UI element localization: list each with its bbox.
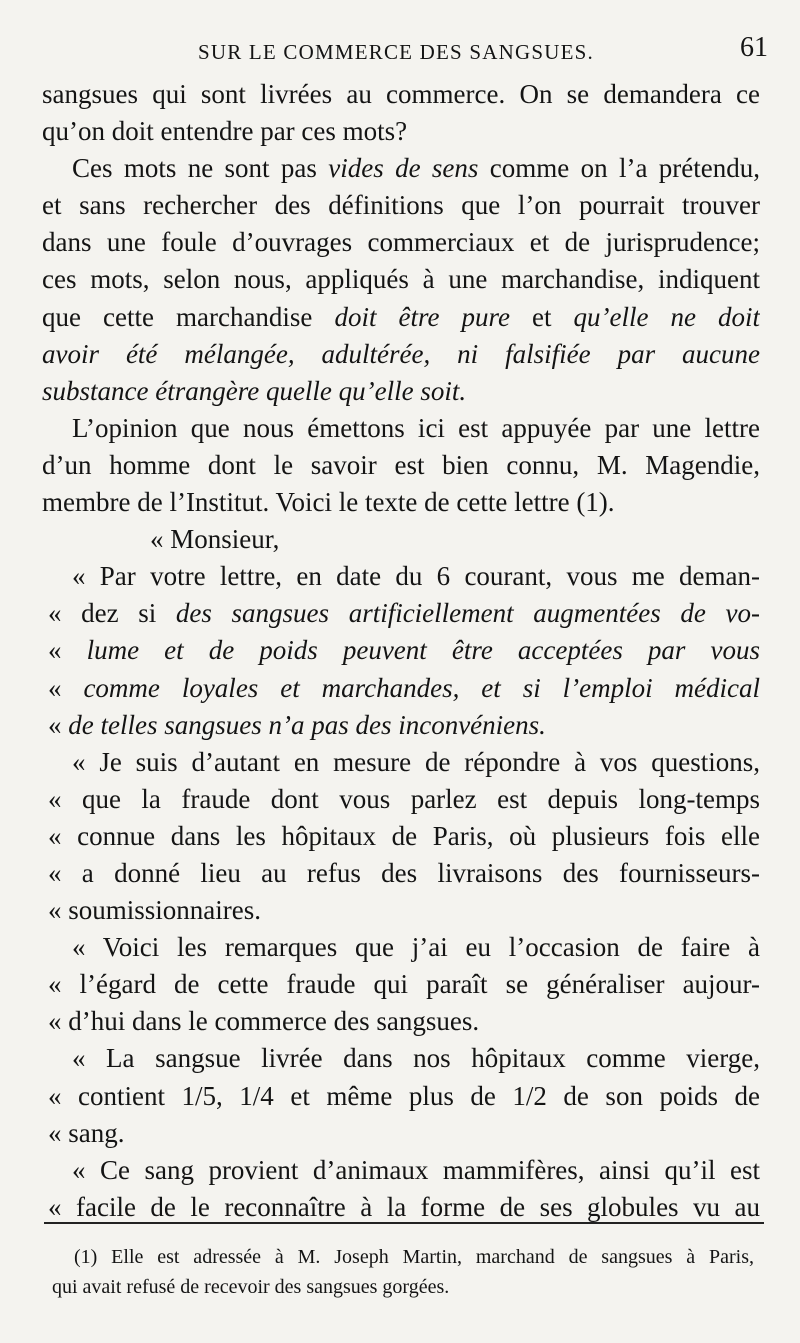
text-span: et <box>509 301 574 332</box>
text-line <box>42 299 760 336</box>
text-span: Ces mots ne sont pas <box>72 153 329 184</box>
text-line: « d’hui dans le commerce des sangsues. <box>48 1006 480 1037</box>
italic-span: qu’elle ne doit <box>573 301 760 332</box>
running-title: SUR LE COMMERCE DES SANGSUES. <box>198 40 594 64</box>
text-line: « Par votre lettre, en date du 6 courant, vous me deman- <box>72 561 760 592</box>
text-line: L’opinion que nous émettons ici est appuyée par une lettre <box>72 412 760 443</box>
text-span: « dez si <box>48 598 176 629</box>
text-line: « a donné lieu au refus des livraisons des fournisseurs- <box>48 857 760 888</box>
text-line: et sans rechercher des définitions que l’on pourrait trouver <box>42 190 760 221</box>
italic-span: de telles sangsues n’a pas des inconvéniens. <box>68 709 546 740</box>
italic-span: des sangsues artificiellement augmentées de vo- <box>175 598 760 629</box>
text-line <box>42 150 760 187</box>
text-line: qu’on doit entendre par ces mots? <box>42 116 408 147</box>
text-line: ces mots, selon nous, appliqués à une marchandise, indiquent <box>42 264 760 295</box>
text-line <box>42 373 760 410</box>
text-line: dans une foule d’ouvrages commerciaux et de jurisprudence; <box>42 227 760 258</box>
body-text <box>42 76 760 1226</box>
text-line: « Ce sang provient d’animaux mammifères, ainsi qu’il est <box>72 1154 760 1185</box>
text-line: « que la fraude dont vous parlez est depuis long-temps <box>48 783 760 814</box>
footnote-line: (1) Elle est adressée à M. Joseph Martin, marchand de sangsues à Paris, <box>74 1246 754 1268</box>
italic-span: lume et de poids peuvent être acceptées par vous <box>86 635 760 666</box>
text-line: « soumissionnaires. <box>48 895 261 926</box>
italic-span: vides de sens <box>328 153 479 184</box>
text-line <box>42 595 760 632</box>
text-span: comme on l’a prétendu, <box>478 153 760 184</box>
text-line: « sang. <box>48 1117 125 1148</box>
text-line: « facile de le reconnaître à la forme de ses globules vu au <box>48 1191 760 1222</box>
text-line: « contient 1/5, 1/4 et même plus de 1/2 de son poids de <box>48 1080 760 1111</box>
text-span: que cette marchandise <box>42 301 335 332</box>
page-header <box>0 30 800 70</box>
text-line: d’un homme dont le savoir est bien connu, M. Magendie, <box>42 449 760 480</box>
text-line: « connue dans les hôpitaux de Paris, où plusieurs fois elle <box>48 820 760 851</box>
text-span: « <box>48 709 69 740</box>
footnote <box>52 1242 754 1302</box>
footnote-rule <box>44 1222 764 1224</box>
page-number: 61 <box>740 32 768 63</box>
italic-span: comme loyales et marchandes, et si l’emploi médical <box>83 672 760 703</box>
text-line: sangsues qui sont livrées au commerce. On se demandera ce <box>42 79 760 109</box>
text-line <box>42 632 760 669</box>
text-line <box>42 670 760 707</box>
italic-span: substance étrangère quelle qu’elle soit. <box>42 375 467 406</box>
text-line: « Voici les remarques que j’ai eu l’occasion de faire à <box>72 932 760 963</box>
italic-span: avoir été mélangée, adultérée, ni falsifiée par aucune <box>42 338 760 369</box>
text-span: « <box>48 635 87 666</box>
text-line: « La sangsue livrée dans nos hôpitaux comme vierge, <box>72 1043 760 1074</box>
footnote-line: qui avait refusé de recevoir des sangsues gorgées. <box>52 1276 450 1298</box>
text-line <box>42 707 760 744</box>
text-span: « <box>48 672 84 703</box>
text-line: « l’égard de cette fraude qui paraît se généraliser aujour- <box>48 969 760 1000</box>
text-line: membre de l’Institut. Voici le texte de cette lettre (1). <box>42 487 615 518</box>
text-line <box>42 336 760 373</box>
italic-span: doit être pure <box>334 301 510 332</box>
text-line: « Je suis d’autant en mesure de répondre à vos questions, <box>72 746 760 777</box>
text-line: « Monsieur, <box>150 524 280 555</box>
